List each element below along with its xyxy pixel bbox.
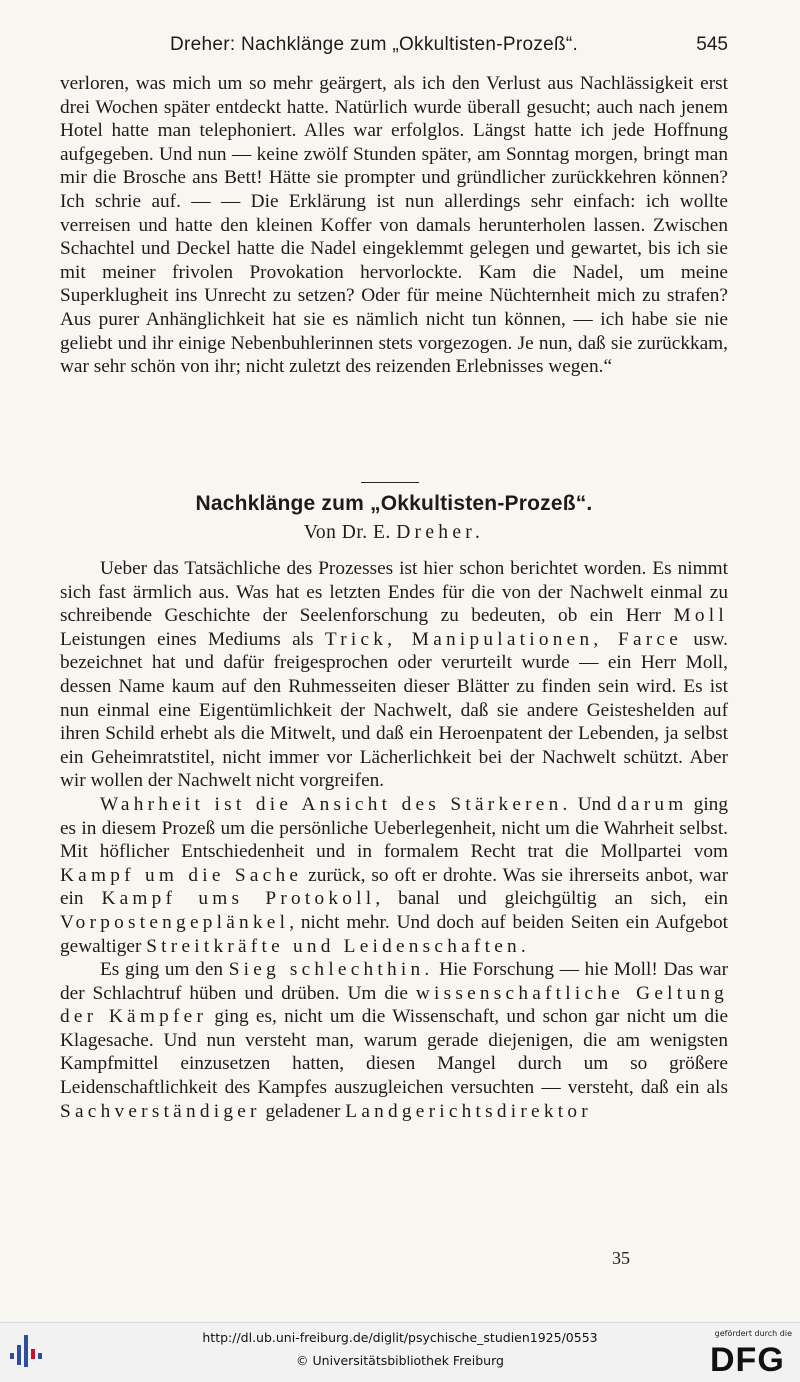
spaced-emphasis: Kampf um die Sache — [60, 864, 303, 886]
spaced-emphasis: wissenschaftliche Geltung der Kämpfer — [60, 982, 728, 1028]
spaced-emphasis: Trick, Manipulationen, Farce — [324, 628, 683, 650]
spaced-emphasis: Sieg schlechthin. — [228, 959, 434, 981]
article-paragraph-3 — [60, 958, 728, 1123]
spaced-emphasis: Sachverständiger — [60, 1100, 261, 1122]
spaced-emphasis: Moll — [673, 605, 728, 627]
text-run: ging es in diesem Prozeß um die persönliche Ueberlegenheit, nicht um die Wahrheit selbst. Mit höflicher Entschiedenheit und in formalem Recht trat die Mollpartei vom — [60, 793, 728, 863]
funding-caption: gefördert durch die — [714, 1329, 792, 1338]
byline-author: Dreher. — [396, 522, 485, 543]
text-run: Ueber das Tatsächliche des Prozesses ist hier schon berichtet worden. Es nimmt sich fast ärmlich aus. Was hat es letzten Endes für die von der Nachwelt einmal zu schreibende Geschichte der Seelenforschung zu bedeuten, ob ein Herr — [60, 558, 728, 627]
spaced-emphasis: Vorpostengeplänkel — [60, 911, 290, 933]
spaced-emphasis: Landgerichtsdirektor — [345, 1100, 592, 1122]
byline-prefix: Von Dr. E. — [303, 522, 397, 543]
spaced-emphasis: Kampf ums Protokoll — [101, 888, 376, 910]
spaced-emphasis: Streitkräfte und Leidenschaften. — [146, 935, 530, 957]
section-divider — [361, 482, 419, 483]
signature-mark: 35 — [612, 1248, 630, 1268]
page-permalink[interactable]: http://dl.ub.uni-freiburg.de/diglit/psychische_studien1925/0553 — [202, 1330, 598, 1345]
article-paragraph-1 — [60, 557, 728, 793]
article-byline — [60, 522, 728, 544]
text-run: zurück, so oft er drohte. Was sie ihrerseits anbot, war ein — [60, 864, 728, 910]
spaced-emphasis: darum — [617, 793, 688, 815]
article-paragraph-2 — [60, 793, 728, 958]
article-body — [60, 557, 728, 1123]
page-number: 545 — [696, 34, 728, 55]
dfg-logo-icon — [708, 1340, 792, 1376]
dfg-logo-text: DFG — [710, 1341, 785, 1376]
text-run: Leistungen eines Mediums als — [60, 628, 325, 650]
article-title: Nachklänge zum „Okkultisten-Prozeß“. — [195, 492, 593, 515]
text-run: , banal und gleichgültig an sich, ein — [375, 888, 728, 910]
spaced-emphasis: Wahrheit ist die Ansicht des Stärkeren. — [100, 793, 572, 815]
viewer-footer — [0, 1322, 800, 1382]
text-run: ging es, nicht um die Wissenschaft, und schon gar nicht um die Klagesache. Und nun versteht man, warum gerade diejenigen, die am wenigsten Kampfmittel einzusetzen hatten, diesen Mangel durch um so größere Leidenschaftlichkeit des Kampfes auszugleichen versuchten — versteht, daß ein als — [60, 1006, 728, 1099]
text-run: Es ging um den — [100, 959, 229, 981]
running-title: Dreher: Nachklänge zum „Okkultisten-Prozeß“. — [170, 34, 579, 55]
intro-paragraph — [60, 72, 728, 379]
page-header — [60, 34, 728, 60]
text-run: Hie Forschung — hie Moll! Das war der Schlachtruf hüben und drüben. Um die — [60, 959, 729, 1004]
intro-text: verloren, was mich um so mehr geärgert, als ich den Verlust aus Nachlässigkeit erst drei Wochen später entdeckt hatte. Natürlich wurde überall gesucht; auch nach jenem Hotel hatte man telephoniert. Alles war erfolglos. Längst hatte ich jede Hoffnung aufgegeben. Und nun — keine zwölf Stunden später, am Sonntag morgen, bringt man mir die Brosche ans Bett! Hätte sie prompter und gründlicher zurückkehren können? Ich schrie auf. — — Die Erklärung ist nun allerdings sehr einfach: ich wollte verreisen und hatte den kleinen Koffer von damals herunterholen lassen. Zwischen Schachtel und Deckel hatte die Nadel eingeklemmt gelegen und gewartet, bis ich sie mit meiner frivolen Provokation hervorlockte. Kam die Nadel, um meine Superklugheit ins Unrecht zu setzen? Oder für meine Nüchternheit mich zu strafen? Aus purer Anhänglichkeit hat sie es nämlich nicht tun können, — ich habe sie nie geliebt und ihr einige Nebenbuhlerinnen stets vorgezogen. Je nun, daß sie zurückkam, war sehr schön von ihr; nicht zuletzt des reizenden Erlebnisses wegen.“ — [60, 73, 728, 378]
text-run: Und — [571, 793, 618, 815]
text-run: , nicht mehr. Und doch auf beiden Seiten ein Aufgebot gewaltiger — [60, 911, 728, 957]
text-run: usw. bezeichnet hat und dafür freigesprochen oder verurteilt wurde — ein Herr Moll, dessen Name kaum auf den Ruhmesseiten dieser Blätter zu finden sein wird. Es ist nun einmal eine Eigentümlichkeit der Nachwelt, daß sie andere Geisteshelden auf ihren Schild erhebt als die Mitwelt, und daß ein Heroenpatent der Lebenden, ja selbst ein Geheimratstitel, nicht immer vor Lächerlichkeit bei der Nachwelt schützt. Aber wir wollen der Nachwelt nicht vorgreifen. — [60, 628, 728, 792]
copyright-notice: © Universitätsbibliothek Freiburg — [296, 1353, 504, 1368]
text-run: geladener — [260, 1100, 346, 1122]
